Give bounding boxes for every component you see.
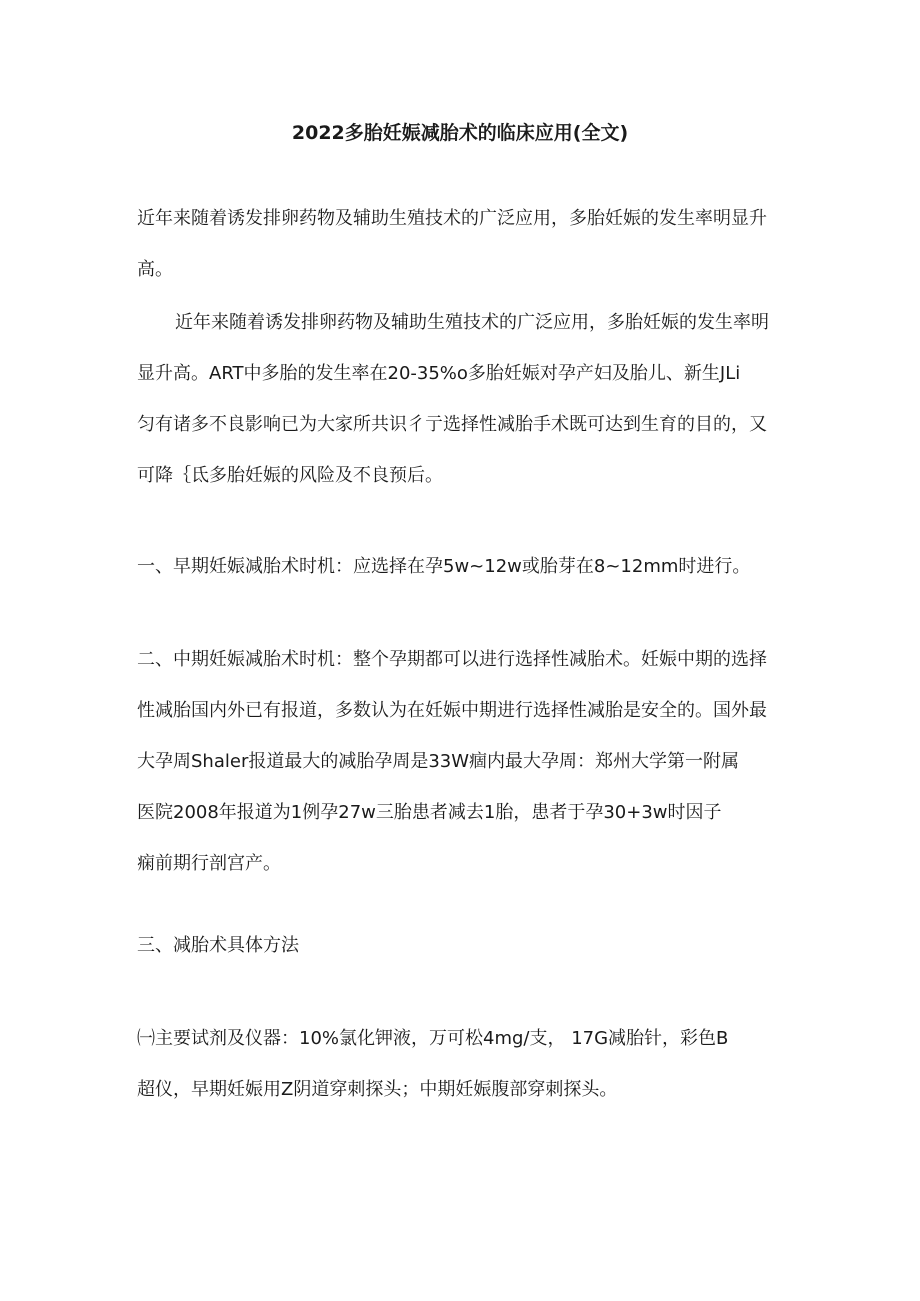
paragraph-background	[137, 297, 787, 501]
text-line: 显升高。ART中多胎的发生率在20-35%o多胎妊娠对孕产妇及胎儿、新生JLi	[137, 363, 741, 384]
text-line: 二、中期妊娠减胎术时机：整个孕期都可以进行选择性减胎术。妊娠中期的选择	[137, 649, 767, 670]
section-reagents	[137, 1013, 787, 1115]
text-line: 三、减胎术具体方法	[137, 935, 299, 956]
section-early-timing	[137, 541, 787, 592]
text-line: 近年来随着诱发排卵药物及辅助生殖技术的广泛应用，多胎妊娠的发生率明显升	[137, 208, 767, 229]
text-line: 痫前期行剖宫产。	[137, 853, 281, 874]
paragraph-intro	[137, 193, 787, 295]
text-line: 医院2008年报道为1例孕27w三胎患者减去1胎，患者于孕30+3w时因子	[137, 802, 722, 823]
text-line: 近年来随着诱发排卵药物及辅助生殖技术的广泛应用，多胎妊娠的发生率明	[175, 312, 769, 333]
text-line: 超仪，早期妊娠用Z阴道穿刺探头；中期妊娠腹部穿刺探头。	[137, 1079, 618, 1100]
text-line: 高。	[137, 259, 173, 280]
text-line: 匀有诸多不良影响已为大家所共识彳亍选择性减胎手术既可达到生育的目的，又	[137, 414, 767, 435]
document-title: 2022多胎妊娠减胎术的临床应用(全文)	[291, 122, 629, 144]
text-line: 可降｛氐多胎妊娠的风险及不良预后。	[137, 465, 443, 486]
text-line: 大孕周Shaler报道最大的减胎孕周是33W痼内最大孕周：郑州大学第一附属	[137, 751, 740, 772]
text-line: ㈠主要试剂及仪器：10%氯化钾液，万可松4mg/支， 17G减胎针，彩色B	[137, 1028, 729, 1049]
section-method-heading	[137, 920, 787, 971]
section-mid-timing	[137, 634, 787, 889]
text-line: 一、早期妊娠减胎术时机：应选择在孕5w~12w或胎芽在8~12mm时进行。	[137, 556, 751, 577]
text-line: 性减胎国内外已有报道，多数认为在妊娠中期进行选择性减胎是安全的。国外最	[137, 700, 767, 721]
